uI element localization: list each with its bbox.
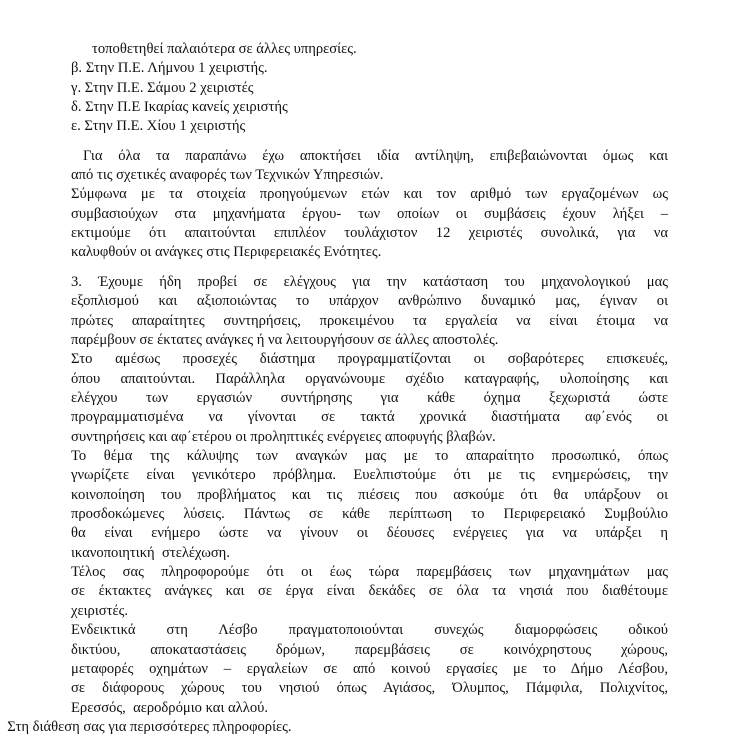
section-3-line: χειριστές. [71, 603, 129, 619]
paragraph-line: συμβασιούχων στα μηχανήματα έργου- των οποίων οι συμβάσεις έχουν λήξει – [71, 206, 668, 222]
section-3-line: πρώτες απαραίτητες συντηρήσεις, προκειμένου τα εργαλεία να είναι έτοιμα να [71, 313, 668, 329]
section-3-line: συντηρήσεις και αφ΄ετέρου οι προληπτικές ενέργειες αποφυγής βλαβών. [71, 429, 496, 445]
list-continuation: τοποθετηθεί παλαιότερα σε άλλες υπηρεσίες. [92, 41, 357, 57]
paragraph-line: Σύμφωνα με τα στοιχεία προηγούμενων ετών και τον αριθμό των εργαζομένων ως [71, 186, 668, 202]
section-3-line: γνωρίζετε είναι γενικότερο πρόβλημα. Ευελπιστούμε ότι με τις ενημερώσεις, την [71, 467, 668, 483]
paragraph-line: καλυφθούν οι ανάγκες στις Περιφερειακές Ενότητες. [71, 244, 382, 260]
section-3-line: ικανοποιητική στελέχωση. [71, 545, 230, 561]
section-3-line: εξοπλισμού και αξιοποιώντας το υπάρχον ανθρώπινο δυναμικό μας, έγιναν οι [71, 293, 668, 309]
section-3-line: Το θέμα της κάλυψης των αναγκών μας με το απαραίτητο προσωπικό, όπως [71, 448, 668, 464]
section-3-line: Τέλος σας πληροφορούμε ότι οι έως τώρα παρεμβάσεις των μηχανημάτων μας [71, 564, 668, 580]
list-item-b: β. Στην Π.Ε. Λήμνου 1 χειριστής. [71, 60, 268, 76]
section-3-line: σε έκτακτες ανάγκες και σε έργα είναι δεκάδες σε όλα τα νησιά που διαθέτουμε [71, 583, 668, 599]
section-3-line: Ενδεικτικά στη Λέσβο πραγματοποιούνται συνεχώς διαμορφώσεις οδικού [71, 622, 668, 638]
section-3-line: 3. Έχουμε ήδη προβεί σε ελέγχους για την κατάσταση του μηχανολογικού μας [71, 274, 668, 290]
paragraph-line: Για όλα τα παραπάνω έχω αποκτήσει ιδία αντίληψη, επιβεβαιώνονται όμως και [83, 148, 668, 164]
section-3-line: μεταφορές οχημάτων – εργαλείων σε από κοινού εργασίες με το Δήμο Λέσβου, [71, 661, 668, 677]
section-3-line: ελέγχου των εργασιών συντήρησης για κάθε όχημα ξεχωριστά ώστε [71, 390, 668, 406]
list-item-d: δ. Στην Π.Ε Ικαρίας κανείς χειριστής [71, 99, 288, 115]
paragraph-line: εκτιμούμε ότι απαιτούνται επιπλέον τουλάχιστον 12 χειριστές συνολικά, για να [71, 225, 668, 241]
list-item-c: γ. Στην Π.Ε. Σάμου 2 χειριστές [71, 80, 254, 96]
section-3-line: Στο αμέσως προσεχές διάστημα προγραμματίζονται οι σοβαρότερες επισκευές, [71, 351, 668, 367]
section-3-line: θα είναι ενήμερο ώστε να γίνουν οι δέουσες ενέργειες για να υπάρξει η [71, 525, 668, 541]
section-3-line: κοινοποίηση του προβλήματος και τις πιέσεις που ασκούμε ότι θα υπάρξουν οι [71, 487, 668, 503]
section-3-line: όπου απαιτούνται. Παράλληλα οργανώνουμε σχέδιο καταγραφής, υλοποίησης και [71, 371, 668, 387]
section-3-line: προσδοκώμενες λύσεις. Πάντως σε κάθε περίπτωση το Περιφερειακό Συμβούλιο [71, 506, 668, 522]
section-3-line: προγραμματισμένα να γίνονται σε τακτά χρονικά διαστήματα αφ΄ενός οι [71, 409, 668, 425]
section-3-line: σε διάφορους χώρους του νησιού όπως Αγιάσος, Όλυμπος, Πάμφιλα, Πολιχνίτος, [71, 680, 668, 696]
section-3-line: δικτύου, αποκαταστάσεις δρόμων, παρεμβάσεις σε κοινόχρηστους χώρους, [71, 642, 668, 658]
section-3-line: Ερεσσός, αεροδρόμιο και αλλού. [71, 700, 269, 716]
list-item-e: ε. Στην Π.Ε. Χίου 1 χειριστής [71, 118, 246, 134]
closing-line: Στη διάθεση σας για περισσότερες πληροφορίες. [0, 719, 292, 735]
paragraph-line: από τις σχετικές αναφορές των Τεχνικών Υπηρεσιών. [71, 167, 384, 183]
section-3-line: παρέμβουν σε έκτατες ανάγκες ή να λειτουργήσουν σε άλλες αποστολές. [71, 332, 499, 348]
